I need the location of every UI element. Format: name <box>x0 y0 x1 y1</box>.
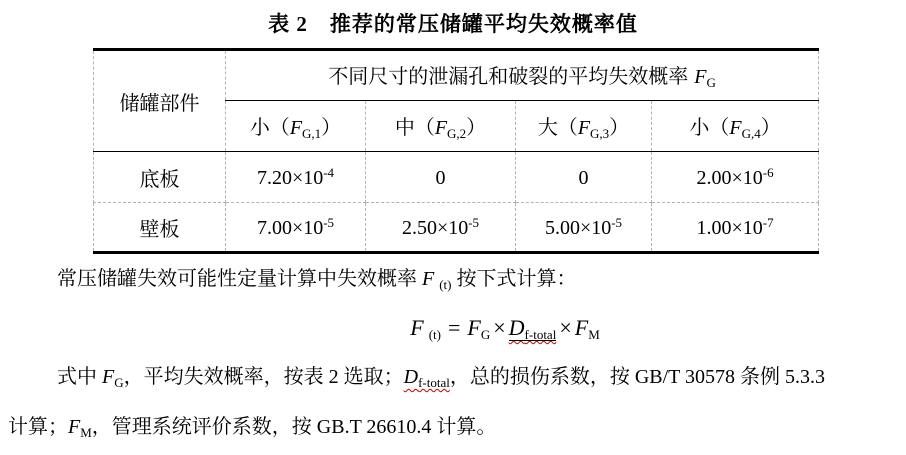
spellcheck-wavy-underline <box>509 315 557 340</box>
value-base: 0 <box>435 166 446 189</box>
size-var: F <box>434 116 448 139</box>
header-cell-size-small <box>226 101 366 152</box>
value-exponent: -6 <box>762 164 774 180</box>
row-label-wall-plate <box>94 203 226 253</box>
row-label-bottom-plate <box>94 152 226 203</box>
value-cell <box>226 203 366 253</box>
multiply-sign: × <box>559 315 572 340</box>
formula-lhs-var: F <box>410 315 424 340</box>
intro-paragraph <box>0 254 906 304</box>
value-cell <box>516 152 652 203</box>
value-exponent: -7 <box>762 214 774 230</box>
header-cell-group <box>226 50 819 101</box>
size-label: 大（ <box>537 116 578 139</box>
header-cell-size-rupture <box>652 101 819 152</box>
explanation-text: 式中 <box>57 366 102 388</box>
table-row <box>94 203 819 253</box>
explanation-text: ，总的损伤系数，按 GB/T 30578 条例 5.3.3 <box>449 366 826 388</box>
value-base: 7.00×10 <box>256 216 324 239</box>
value-cell <box>226 152 366 203</box>
size-close: ） <box>466 116 487 139</box>
value-base: 0 <box>578 166 589 189</box>
explanation-line-1 <box>0 352 906 402</box>
explanation-text: ，管理系统评价系数，按 GB.T 26610.4 计算。 <box>91 416 497 438</box>
size-close: ） <box>321 116 342 139</box>
group-header-sub: G <box>706 75 716 90</box>
value-exponent: -5 <box>611 214 623 230</box>
value-cell <box>366 203 516 253</box>
size-close: ） <box>760 116 781 139</box>
formula-term3-var: F <box>574 315 589 340</box>
size-var: F <box>289 116 303 139</box>
explanation-text: 计算； <box>8 416 68 438</box>
component-header-label: 储罐部件 <box>119 92 200 115</box>
value-base: 2.00×10 <box>696 166 763 189</box>
explanation-sub-fm: M <box>80 425 92 440</box>
intro-text: 常压储罐失效可能性定量计算中失效概率 <box>57 268 422 290</box>
header-cell-size-large <box>516 101 652 152</box>
group-header-var: F <box>694 66 707 88</box>
row-label: 壁板 <box>139 218 180 241</box>
formula-lhs-sub: (t) <box>428 327 441 342</box>
group-header-text: 不同尺寸的泄漏孔和破裂的平均失效概率 <box>328 66 689 88</box>
explanation-var-d: D <box>403 366 419 388</box>
value-base: 7.20×10 <box>256 166 324 189</box>
header-cell-component <box>94 50 226 152</box>
value-base: 2.50×10 <box>401 216 469 239</box>
multiply-sign: × <box>493 315 506 340</box>
value-exponent: -4 <box>323 164 335 180</box>
equals-sign: = <box>447 315 461 340</box>
formula-term1-var: F <box>467 315 481 340</box>
size-var: F <box>577 116 591 139</box>
size-var: F <box>729 116 742 139</box>
size-sub: G,4 <box>741 125 761 141</box>
explanation-var-fm: F <box>68 416 81 438</box>
size-sub: G,2 <box>447 125 467 141</box>
value-cell <box>652 152 819 203</box>
value-cell <box>516 203 652 253</box>
header-cell-size-medium <box>366 101 516 152</box>
failure-probability-table <box>93 48 819 254</box>
formula-term2-underlined <box>509 315 557 341</box>
formula-term1-sub: G <box>480 327 491 342</box>
intro-text-post: 按下式计算： <box>451 268 577 290</box>
formula-term2-sub: f-total <box>524 327 557 342</box>
value-base: 1.00×10 <box>696 216 763 239</box>
size-label: 小（ <box>249 116 290 139</box>
explanation-var-fg: F <box>102 366 115 388</box>
spellcheck-wavy-underline <box>404 366 450 388</box>
table-row <box>94 152 819 203</box>
size-sub: G,1 <box>302 125 322 141</box>
formula <box>0 304 906 352</box>
formula-term3-sub: M <box>588 327 600 342</box>
intro-sub: (t) <box>439 277 452 292</box>
value-exponent: -5 <box>323 214 335 230</box>
size-label: 中（ <box>394 116 435 139</box>
explanation-sub-d: f-total <box>418 375 450 390</box>
value-exponent: -5 <box>468 214 480 230</box>
row-label: 底板 <box>139 168 180 191</box>
explanation-text: ，平均失效概率，按表 2 选取； <box>123 366 404 388</box>
explanation-sub-fg: G <box>114 375 124 390</box>
value-cell <box>652 203 819 253</box>
value-base: 5.00×10 <box>544 216 612 239</box>
intro-var: F <box>422 268 435 290</box>
size-close: ） <box>609 116 630 139</box>
size-label: 小（ <box>689 116 730 139</box>
table-caption: 表 2 推荐的常压储罐平均失效概率值 <box>268 12 638 36</box>
value-cell <box>366 152 516 203</box>
explanation-line-2 <box>0 402 906 452</box>
formula-term2-var: D <box>508 315 525 340</box>
size-sub: G,3 <box>590 125 610 141</box>
